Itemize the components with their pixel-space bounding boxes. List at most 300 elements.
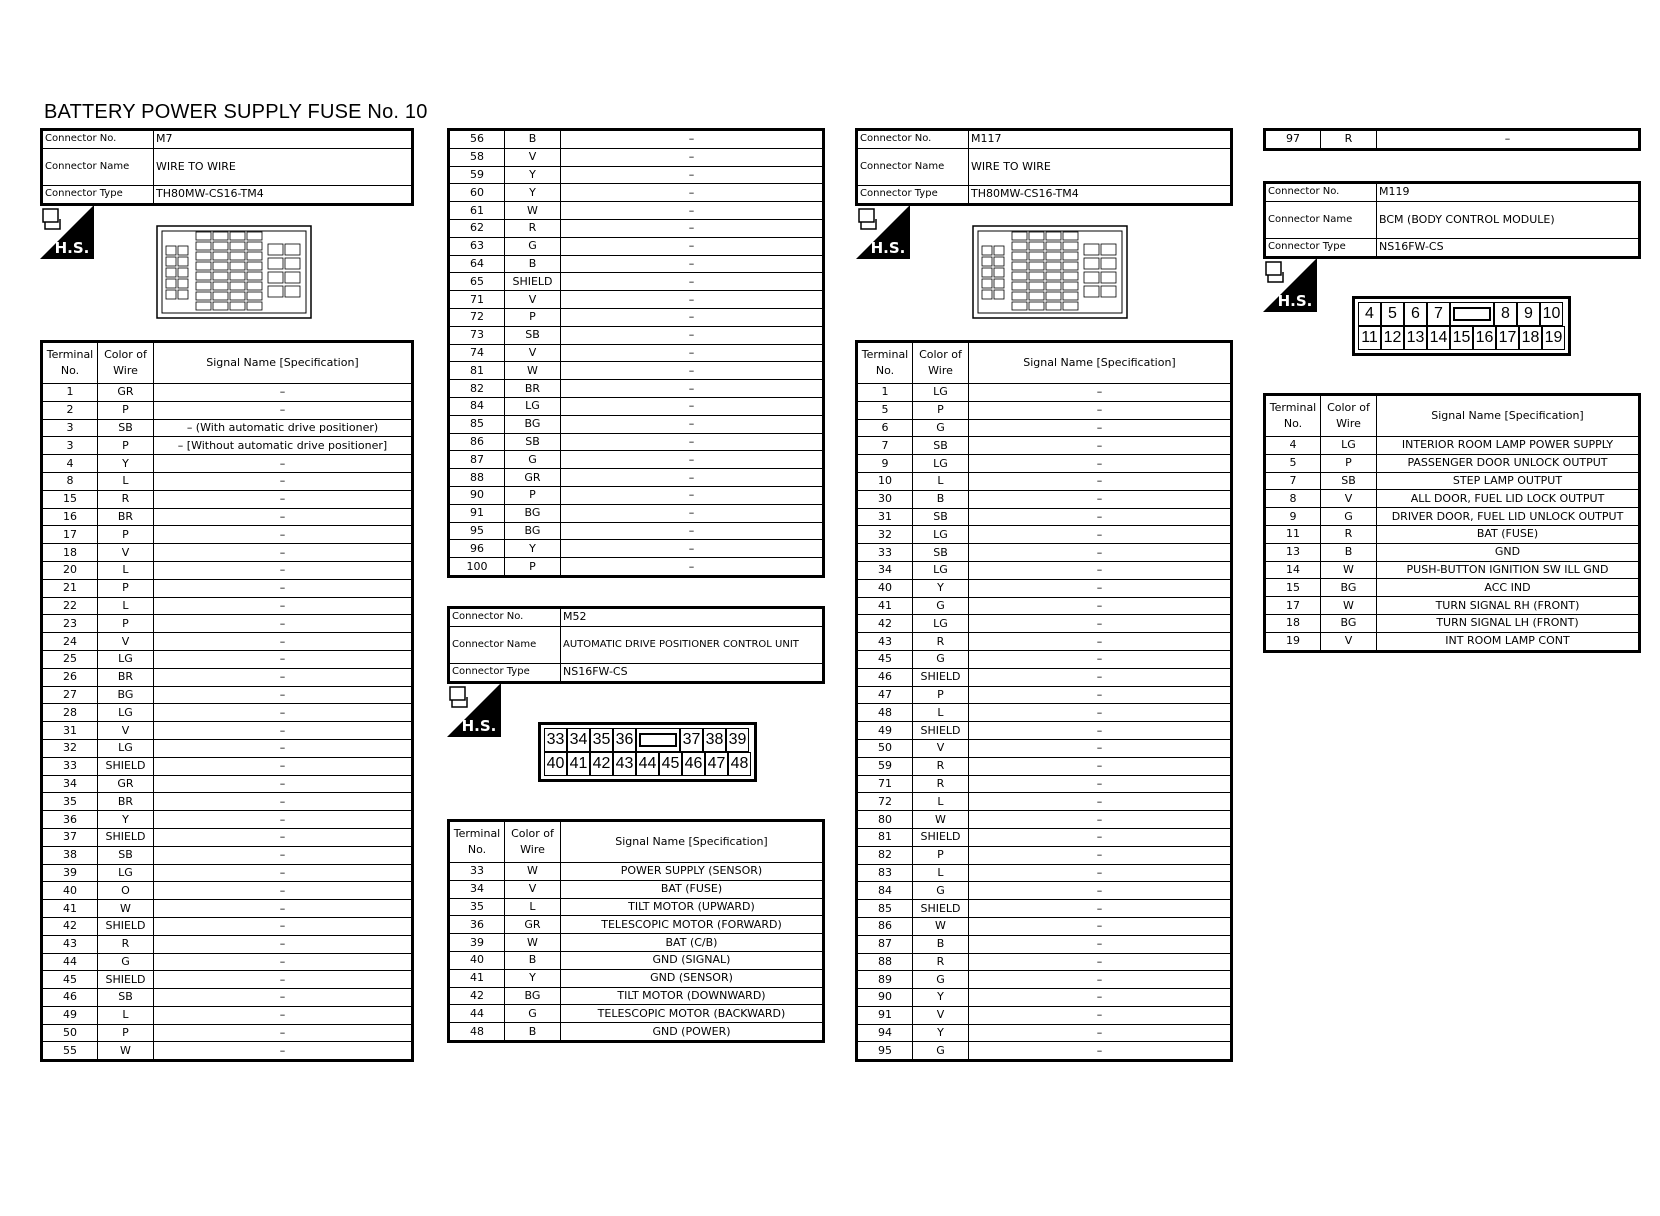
table-row — [449, 987, 824, 1005]
table-row — [42, 722, 413, 740]
signal-cell: – — [969, 811, 1232, 829]
signal-cell: – — [969, 384, 1232, 402]
color-cell: V — [98, 722, 154, 740]
color-cell: L — [98, 561, 154, 579]
table-row — [449, 362, 824, 380]
color-cell: BG — [505, 504, 561, 522]
color-cell: G — [913, 597, 969, 615]
color-cell: BR — [505, 380, 561, 398]
signal-cell: – — [969, 917, 1232, 935]
signal-cell: – — [561, 433, 824, 451]
table-row — [42, 579, 413, 597]
table-row — [449, 540, 824, 558]
terminal-cell: 21 — [42, 579, 98, 597]
table-row — [449, 184, 824, 202]
color-cell: B — [505, 255, 561, 273]
connector-type-label: Connector Type — [449, 663, 561, 682]
signal-cell: TELESCOPIC MOTOR (FORWARD) — [561, 916, 824, 934]
signal-cell: TILT MOTOR (UPWARD) — [561, 898, 824, 916]
color-cell: V — [1321, 490, 1377, 508]
color-cell: LG — [98, 739, 154, 757]
table-row — [449, 291, 824, 309]
table-row — [449, 130, 824, 149]
terminal-cell: 13 — [1265, 543, 1321, 561]
terminal-cell: 38 — [42, 846, 98, 864]
terminal-cell: 24 — [42, 633, 98, 651]
table-row — [42, 384, 413, 402]
table-row — [42, 455, 413, 473]
color-cell: B — [505, 951, 561, 969]
terminal-cell: 17 — [1265, 597, 1321, 615]
terminal-cell: 35 — [42, 793, 98, 811]
table-row — [1265, 437, 1640, 455]
terminal-cell: 32 — [42, 739, 98, 757]
signal-cell: – — [969, 739, 1232, 757]
terminal-cell: 88 — [449, 469, 505, 487]
table-row — [857, 401, 1232, 419]
terminal-cell: 86 — [857, 917, 913, 935]
table-row — [42, 757, 413, 775]
signal-cell: ACC IND — [1377, 579, 1640, 597]
connector-type-value: TH80MW-CS16-TM4 — [154, 185, 413, 204]
connector-pin: 44 — [636, 752, 659, 776]
signal-cell: – — [969, 544, 1232, 562]
terminal-cell: 73 — [449, 326, 505, 344]
terminal-cell: 17 — [42, 526, 98, 544]
connector-type-value: TH80MW-CS16-TM4 — [969, 185, 1232, 204]
terminal-cell: 90 — [857, 989, 913, 1007]
color-cell: W — [1321, 597, 1377, 615]
color-cell: GR — [98, 384, 154, 402]
table-row — [449, 237, 824, 255]
terminal-cell: 8 — [42, 472, 98, 490]
table-row — [449, 166, 824, 184]
table-row — [449, 934, 824, 952]
terminal-cell: 15 — [42, 490, 98, 508]
terminal-cell: 11 — [1265, 525, 1321, 543]
signal-cell: – — [561, 291, 824, 309]
connector-pin: 34 — [567, 728, 590, 752]
terminal-cell: 32 — [857, 526, 913, 544]
color-cell: LG — [913, 615, 969, 633]
table-row — [449, 380, 824, 398]
connector-no-label: Connector No. — [449, 608, 561, 627]
signal-cell: – — [561, 362, 824, 380]
table-row — [42, 419, 413, 437]
connector-name-value: AUTOMATIC DRIVE POSITIONER CONTROL UNIT — [561, 626, 824, 663]
terminal-cell: 34 — [449, 880, 505, 898]
color-cell: W — [98, 1042, 154, 1061]
signal-cell: – — [969, 828, 1232, 846]
table-row — [449, 255, 824, 273]
table-row — [449, 344, 824, 362]
color-cell: Y — [505, 969, 561, 987]
harness-side-icon — [856, 205, 910, 259]
terminal-cell: 95 — [449, 522, 505, 540]
signal-cell: – — [969, 579, 1232, 597]
table-row — [42, 597, 413, 615]
color-cell: L — [98, 472, 154, 490]
signal-cell: – — [154, 882, 413, 900]
terminal-cell: 82 — [449, 380, 505, 398]
signal-cell: – — [969, 615, 1232, 633]
table-row — [857, 686, 1232, 704]
color-cell: V — [98, 544, 154, 562]
signal-cell: – — [969, 989, 1232, 1007]
table-row — [857, 668, 1232, 686]
color-cell: SB — [505, 433, 561, 451]
color-cell: W — [913, 917, 969, 935]
color-cell: G — [505, 237, 561, 255]
signal-cell: – — [154, 1024, 413, 1042]
terminal-cell: 27 — [42, 686, 98, 704]
table-row — [857, 597, 1232, 615]
color-cell: R — [98, 490, 154, 508]
table-row — [42, 401, 413, 419]
harness-side-icon — [1263, 258, 1317, 312]
table-row — [857, 828, 1232, 846]
table-row — [449, 951, 824, 969]
signal-cell: – — [969, 935, 1232, 953]
signal-cell: DRIVER DOOR, FUEL LID UNLOCK OUTPUT — [1377, 508, 1640, 526]
table-row — [857, 1006, 1232, 1024]
table-row — [857, 811, 1232, 829]
color-cell: P — [98, 401, 154, 419]
table-row — [42, 971, 413, 989]
connector-name-value: BCM (BODY CONTROL MODULE) — [1377, 201, 1640, 238]
terminal-header: Terminal No. — [857, 342, 913, 384]
terminal-cell: 94 — [857, 1024, 913, 1042]
terminal-cell: 90 — [449, 486, 505, 504]
signal-cell: ALL DOOR, FUEL LID LOCK OUTPUT — [1377, 490, 1640, 508]
signal-cell: – — [561, 255, 824, 273]
table-row — [857, 846, 1232, 864]
connector-type-label: Connector Type — [42, 185, 154, 204]
color-cell: Y — [505, 166, 561, 184]
table-row — [1265, 130, 1640, 150]
color-cell: L — [505, 898, 561, 916]
connector-pin: 16 — [1473, 326, 1496, 350]
signal-cell: – — [969, 722, 1232, 740]
terminal-cell: 41 — [42, 900, 98, 918]
color-cell: W — [505, 362, 561, 380]
signal-cell: – — [154, 544, 413, 562]
signal-cell: PUSH-BUTTON IGNITION SW ILL GND — [1377, 561, 1640, 579]
color-cell: G — [913, 1042, 969, 1061]
connector-pin: 19 — [1542, 326, 1565, 350]
table-row — [449, 558, 824, 577]
signal-cell: – — [154, 757, 413, 775]
color-cell: SB — [1321, 472, 1377, 490]
color-cell: W — [505, 202, 561, 220]
terminal-cell: 72 — [449, 308, 505, 326]
color-cell: V — [505, 344, 561, 362]
terminal-cell: 2 — [42, 401, 98, 419]
color-cell: LG — [98, 864, 154, 882]
color-cell: LG — [1321, 437, 1377, 455]
table-row — [449, 397, 824, 415]
signal-cell: – — [154, 971, 413, 989]
table-row — [42, 953, 413, 971]
table-row — [857, 384, 1232, 402]
color-cell: SB — [98, 989, 154, 1007]
table-row — [449, 504, 824, 522]
hs-label: H.S. — [1277, 292, 1313, 310]
hs-label: H.S. — [461, 717, 497, 735]
table-row — [42, 989, 413, 1007]
connector-no-value: M117 — [969, 130, 1232, 149]
connector-lock-tab — [1450, 302, 1494, 326]
color-cell: SHIELD — [98, 757, 154, 775]
terminal-cell: 42 — [449, 987, 505, 1005]
table-row — [42, 811, 413, 829]
table-row — [857, 971, 1232, 989]
terminal-cell: 40 — [449, 951, 505, 969]
table-row — [42, 615, 413, 633]
color-cell: GR — [98, 775, 154, 793]
color-cell: P — [98, 526, 154, 544]
color-cell: G — [1321, 508, 1377, 526]
connector-pin: 9 — [1517, 302, 1540, 326]
color-cell: V — [505, 880, 561, 898]
signal-cell: – — [969, 846, 1232, 864]
connector-name-label: Connector Name — [1265, 201, 1377, 238]
page-title: BATTERY POWER SUPPLY FUSE No. 10 — [44, 101, 428, 123]
color-cell: BR — [98, 508, 154, 526]
signal-cell: – — [561, 166, 824, 184]
terminal-cell: 84 — [449, 397, 505, 415]
table-row — [449, 898, 824, 916]
terminal-cell: 42 — [42, 917, 98, 935]
signal-header: Signal Name [Specification] — [1377, 395, 1640, 437]
table-row — [449, 326, 824, 344]
color-cell: W — [1321, 561, 1377, 579]
table-row — [857, 1024, 1232, 1042]
signal-cell: GND — [1377, 543, 1640, 561]
color-cell: B — [913, 935, 969, 953]
terminal-cell: 91 — [449, 504, 505, 522]
terminal-cell: 100 — [449, 558, 505, 577]
connector-no-label: Connector No. — [42, 130, 154, 149]
signal-cell: – — [154, 828, 413, 846]
signal-cell: – — [969, 419, 1232, 437]
terminal-header: Terminal No. — [1265, 395, 1321, 437]
signal-cell: GND (SIGNAL) — [561, 951, 824, 969]
color-cell: BG — [505, 987, 561, 1005]
terminal-cell: 33 — [42, 757, 98, 775]
color-cell: BG — [505, 522, 561, 540]
connector-lock-tab — [636, 728, 680, 752]
terminal-cell: 72 — [857, 793, 913, 811]
signal-cell: – — [561, 540, 824, 558]
signal-cell: – — [154, 1042, 413, 1061]
table-row — [857, 490, 1232, 508]
terminal-cell: 15 — [1265, 579, 1321, 597]
signal-cell: – — [154, 526, 413, 544]
terminal-cell: 63 — [449, 237, 505, 255]
table-row — [857, 935, 1232, 953]
color-cell: B — [913, 490, 969, 508]
terminal-cell: 71 — [857, 775, 913, 793]
table-row — [857, 508, 1232, 526]
connector-pin: 43 — [613, 752, 636, 776]
signal-cell: – — [154, 490, 413, 508]
terminal-cell: 83 — [857, 864, 913, 882]
signal-cell: – — [561, 504, 824, 522]
color-cell: BG — [1321, 579, 1377, 597]
table-row — [857, 900, 1232, 918]
terminal-cell: 40 — [42, 882, 98, 900]
table-row — [42, 437, 413, 455]
connector-pin: 12 — [1381, 326, 1404, 350]
connector-no-value: M7 — [154, 130, 413, 149]
terminal-cell: 3 — [42, 419, 98, 437]
connector-no-value: M52 — [561, 608, 824, 627]
signal-cell: – — [154, 401, 413, 419]
connector-pin: 47 — [705, 752, 728, 776]
connector-face-m52 — [538, 722, 757, 782]
signal-cell: – — [969, 864, 1232, 882]
signal-cell: – — [969, 455, 1232, 473]
terminal-cell: 10 — [857, 472, 913, 490]
terminal-cell: 35 — [449, 898, 505, 916]
color-cell: LG — [913, 561, 969, 579]
connector-no-label: Connector No. — [857, 130, 969, 149]
color-cell: Y — [913, 579, 969, 597]
terminal-cell: 36 — [42, 811, 98, 829]
connector-pin: 18 — [1519, 326, 1542, 350]
signal-cell: INT ROOM LAMP CONT — [1377, 632, 1640, 651]
color-cell: R — [913, 953, 969, 971]
color-cell: Y — [505, 540, 561, 558]
terminal-header: Terminal No. — [42, 342, 98, 384]
color-cell: G — [913, 882, 969, 900]
signal-cell: TILT MOTOR (DOWNWARD) — [561, 987, 824, 1005]
terminal-table-m117-continued — [1263, 128, 1641, 151]
color-cell: SHIELD — [98, 971, 154, 989]
terminal-cell: 34 — [42, 775, 98, 793]
signal-cell: – — [154, 722, 413, 740]
signal-cell: – — [561, 397, 824, 415]
connector-pin: 41 — [567, 752, 590, 776]
signal-cell: – — [154, 846, 413, 864]
terminal-cell: 30 — [857, 490, 913, 508]
terminal-cell: 50 — [857, 739, 913, 757]
color-cell: P — [98, 579, 154, 597]
table-row — [42, 828, 413, 846]
terminal-cell: 45 — [857, 650, 913, 668]
terminal-cell: 47 — [857, 686, 913, 704]
terminal-cell: 9 — [857, 455, 913, 473]
connector-pin: 35 — [590, 728, 613, 752]
table-row — [449, 219, 824, 237]
connector-pin: 7 — [1427, 302, 1450, 326]
connector-pin: 46 — [682, 752, 705, 776]
signal-cell: STEP LAMP OUTPUT — [1377, 472, 1640, 490]
terminal-cell: 49 — [42, 1006, 98, 1024]
color-cell: SB — [98, 846, 154, 864]
table-row — [449, 202, 824, 220]
terminal-cell: 74 — [449, 344, 505, 362]
table-row — [449, 148, 824, 166]
signal-cell: – — [154, 775, 413, 793]
terminal-cell: 33 — [857, 544, 913, 562]
terminal-header: Terminal No. — [449, 821, 505, 863]
terminal-cell: 18 — [1265, 614, 1321, 632]
signal-cell: – — [154, 793, 413, 811]
terminal-cell: 87 — [857, 935, 913, 953]
connector-name-label: Connector Name — [857, 148, 969, 185]
signal-cell: – — [561, 130, 824, 149]
terminal-cell: 81 — [857, 828, 913, 846]
signal-cell: – — [561, 202, 824, 220]
color-cell: G — [913, 971, 969, 989]
terminal-cell: 56 — [449, 130, 505, 149]
color-cell: Y — [98, 455, 154, 473]
signal-cell: BAT (C/B) — [561, 934, 824, 952]
table-row — [42, 775, 413, 793]
table-header — [42, 342, 413, 384]
signal-cell: INTERIOR ROOM LAMP POWER SUPPLY — [1377, 437, 1640, 455]
table-row — [449, 916, 824, 934]
connector-pin: 8 — [1494, 302, 1517, 326]
table-row — [449, 1023, 824, 1042]
table-row — [42, 526, 413, 544]
terminal-cell: 41 — [857, 597, 913, 615]
signal-cell: – — [969, 704, 1232, 722]
table-row — [449, 415, 824, 433]
color-cell: P — [98, 437, 154, 455]
color-cell: SB — [505, 326, 561, 344]
signal-cell: – — [154, 633, 413, 651]
table-row — [42, 900, 413, 918]
signal-cell: BAT (FUSE) — [561, 880, 824, 898]
terminal-cell: 5 — [1265, 454, 1321, 472]
color-cell: R — [505, 219, 561, 237]
table-row — [42, 739, 413, 757]
signal-cell: – — [969, 526, 1232, 544]
signal-header: Signal Name [Specification] — [969, 342, 1232, 384]
table-row — [449, 469, 824, 487]
color-cell: LG — [98, 650, 154, 668]
signal-cell: – — [154, 668, 413, 686]
terminal-cell: 8 — [1265, 490, 1321, 508]
harness-side-icon — [40, 205, 94, 259]
color-cell: P — [505, 308, 561, 326]
connector-face-m119 — [1352, 296, 1571, 356]
signal-header: Signal Name [Specification] — [561, 821, 824, 863]
color-cell: P — [505, 558, 561, 577]
table-row — [857, 864, 1232, 882]
signal-cell: – — [154, 953, 413, 971]
color-cell: R — [913, 775, 969, 793]
table-row — [857, 472, 1232, 490]
connector-name-label: Connector Name — [449, 626, 561, 663]
signal-cell: GND (POWER) — [561, 1023, 824, 1042]
table-row — [857, 633, 1232, 651]
table-row — [42, 1006, 413, 1024]
color-cell: Y — [98, 811, 154, 829]
signal-cell: – — [561, 326, 824, 344]
color-cell: R — [1321, 525, 1377, 543]
color-cell: V — [913, 739, 969, 757]
terminal-cell: 34 — [857, 561, 913, 579]
signal-cell: – — [561, 380, 824, 398]
color-cell: P — [505, 486, 561, 504]
color-cell: LG — [913, 384, 969, 402]
color-cell: P — [98, 615, 154, 633]
table-row — [857, 722, 1232, 740]
